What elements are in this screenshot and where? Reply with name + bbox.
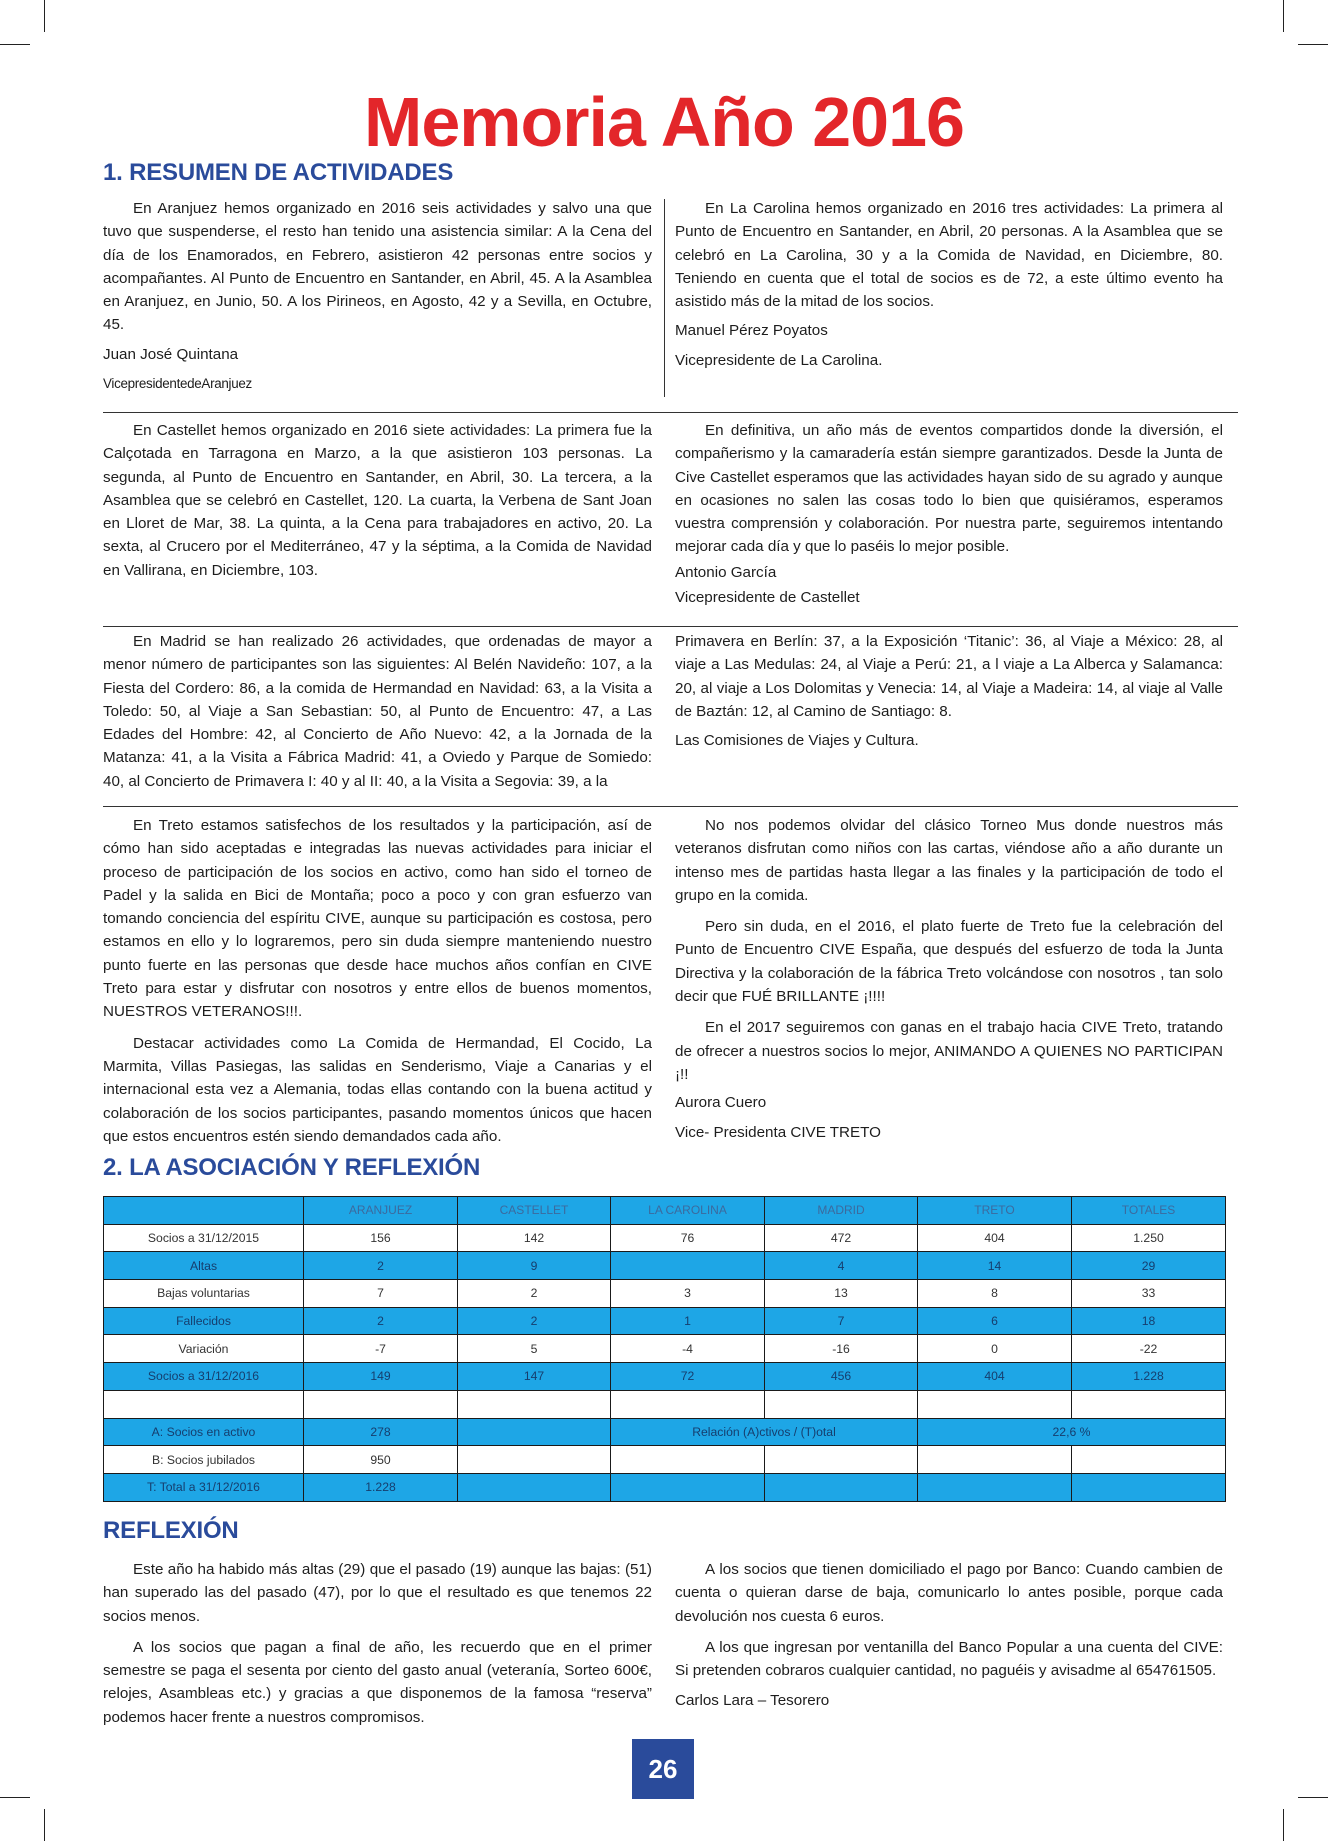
table-cell (304, 1390, 458, 1418)
crop-mark (1283, 1809, 1284, 1841)
castellet-signature-name: Antonio García (675, 563, 777, 581)
table-row-total (104, 1473, 1226, 1501)
table-cell: 13 (765, 1280, 918, 1308)
castellet-signature-role: Vicepresidente de Castellet (675, 589, 860, 607)
table-cell (918, 1446, 1072, 1474)
aranjuez-column (103, 197, 652, 395)
table-cell (765, 1446, 918, 1474)
table-cell (1072, 1446, 1226, 1474)
table-row (104, 1307, 1226, 1335)
castellet-text: En Castellet hemos organizado en 2016 siete actividades: La primera fue la Calçotada en Tarragona en Marzo, a la que asistieron 103 personas. La segunda, al Punto de Encuentro en Santander, en Abril, 30. La tercera, a la Asamblea que se celebró en Castellet, 120. La cuarta, la Verbena de Sant Joan en Lloret de Mar, 38. La quinta, a la Cena para trabajadores en activo, 20. La sexta, al Crucero por el Mediterráneo, 47 y la séptima, a la Comida de Navidad en Vallirana, en Diciembre, 103. (103, 422, 652, 579)
table-cell: 8 (918, 1280, 1072, 1308)
reflexion-column-right (675, 1558, 1223, 1713)
table-cell: 4 (765, 1252, 918, 1280)
treto-paragraph-2: Destacar actividades como La Comida de Hermandad, El Cocido, La Marmita, Villas Pasiegas, las salidas en Senderismo, Viaje a Canarias y el internacional esta vez a Alemania, todas ellas contando con la buena actitud y colaboración de los socios participantes, pasando momentos únicos que hacen que estos encuentros estén siendo demandados cada año. (103, 1034, 652, 1145)
table-header-cell: TRETO (918, 1197, 1072, 1225)
table-cell: 5 (458, 1335, 611, 1363)
aranjuez-signature-role: VicepresidentedeAranjuez (103, 376, 252, 392)
table-row (104, 1363, 1226, 1391)
table-row-label: Socios a 31/12/2015 (104, 1224, 304, 1252)
castellet-column (103, 419, 652, 582)
table-cell: 456 (765, 1363, 918, 1391)
table-row-label: A: Socios en activo (104, 1418, 304, 1446)
table-cell (918, 1473, 1072, 1501)
table-row-label: T: Total a 31/12/2016 (104, 1473, 304, 1501)
table-cell: -7 (304, 1335, 458, 1363)
table-row-label: Altas (104, 1252, 304, 1280)
treto-paragraph-5: En el 2017 seguiremos con ganas en el trabajo hacia CIVE Treto, tratando de ofrecer a nuestros socios lo mejor, ANIMANDO A QUIENES NO PARTICIPAN ¡!! (675, 1019, 1223, 1083)
table-cell: 1.228 (1072, 1363, 1226, 1391)
table-row-label: B: Socios jubilados (104, 1446, 304, 1474)
madrid-column-continued (675, 630, 1223, 752)
reflexion-paragraph-3: A los socios que tienen domiciliado el pago por Banco: Cuando cambien de cuenta o quieran darse de baja, comunicarlo lo antes posible, porque cada devolución nos cuesta 6 euros. (675, 1561, 1223, 1625)
carolina-signature-role: Vicepresidente de La Carolina. (675, 351, 883, 369)
table-cell: 404 (918, 1363, 1072, 1391)
table-cell (1072, 1473, 1226, 1501)
table-cell: 14 (918, 1252, 1072, 1280)
table-header-cell: ARANJUEZ (304, 1197, 458, 1225)
reflexion-paragraph-1: Este año ha habido más altas (29) que el pasado (19) aunque las bajas: (51) han superado las del pasado (47), por lo que el resultado es que tenemos 22 socios menos. (103, 1561, 652, 1625)
table-cell: 2 (458, 1307, 611, 1335)
table-row-label: Fallecidos (104, 1307, 304, 1335)
table-cell (611, 1252, 765, 1280)
table-header-cell: CASTELLET (458, 1197, 611, 1225)
table-cell: 1.250 (1072, 1224, 1226, 1252)
crop-mark (44, 0, 45, 32)
carolina-column (675, 197, 1223, 372)
table-cell: 156 (304, 1224, 458, 1252)
treto-signature-name: Aurora Cuero (675, 1094, 767, 1112)
column-divider (664, 199, 665, 397)
treto-column-right (675, 814, 1223, 1144)
table-cell: 76 (611, 1224, 765, 1252)
table-cell-relacion-value: 22,6 % (918, 1418, 1226, 1446)
table-cell: 142 (458, 1224, 611, 1252)
aranjuez-signature-name: Juan José Quintana (103, 345, 239, 363)
page-number: 26 (632, 1739, 694, 1799)
table-cell: 6 (918, 1307, 1072, 1335)
table-cell: 147 (458, 1363, 611, 1391)
reflexion-heading: REFLEXIÓN (103, 1517, 239, 1544)
table-header-cell: LA CAROLINA (611, 1197, 765, 1225)
table-cell (458, 1446, 611, 1474)
table-cell (611, 1473, 765, 1501)
table-row (104, 1252, 1226, 1280)
carolina-text: En La Carolina hemos organizado en 2016 tres actividades: La primera al Punto de Encuentro en Santander, en Abril, 20 personas. A la Asamblea que se celebró en La Carolina, 30 y a la Comida de Navidad, en Diciembre, 80. Teniendo en cuenta que el total de socios es de 72, a este último evento ha asistido más de la mitad de los socios. (675, 200, 1223, 311)
reflexion-paragraph-4: A los que ingresan por ventanilla del Banco Popular a una cuenta del CIVE: Si pretenden cobraros cualquier cantidad, no paguéis y avisadme al 654761505. (675, 1638, 1223, 1680)
table-cell (765, 1473, 918, 1501)
table-header-cell: MADRID (765, 1197, 918, 1225)
table-cell-relacion-label: Relación (A)ctivos / (T)otal (611, 1418, 918, 1446)
table-cell: -16 (765, 1335, 918, 1363)
table-cell (611, 1390, 765, 1418)
table-row-label: Bajas voluntarias (104, 1280, 304, 1308)
crop-mark (1298, 1797, 1328, 1798)
table-row-empty (104, 1390, 1226, 1418)
table-header-cell (104, 1197, 304, 1225)
table-cell (611, 1446, 765, 1474)
table-row (104, 1224, 1226, 1252)
table-cell (765, 1390, 918, 1418)
crop-mark (0, 1797, 30, 1798)
section-divider (103, 626, 1238, 627)
section-divider (103, 806, 1238, 807)
table-cell: 1.228 (304, 1473, 458, 1501)
table-cell: 18 (1072, 1307, 1226, 1335)
treto-column (103, 814, 652, 1148)
treto-paragraph-1: En Treto estamos satisfechos de los resultados y la participación, así de cómo han sido aceptadas e integradas las nuevas actividades para iniciar el proceso de participación de los socios en activo, como han sido el torneo de Padel y la salida en Bici de Montaña; poco a poco y con gran esfuerzo van tomando conciencia del espíritu CIVE, aunque su participación es costosa, pero estamos en ello y lo lograremos, pero sin duda siempre manteniendo nuestro punto fuerte en las personas que desde hace muchos años confían en CIVE Treto para estar y disfrutar con nosotros y entre ellos de buenos momentos, NUESTROS VETERANOS!!!. (103, 817, 652, 1021)
table-header-cell: TOTALES (1072, 1197, 1226, 1225)
table-cell (458, 1418, 611, 1446)
table-cell: 149 (304, 1363, 458, 1391)
treto-paragraph-4: Pero sin duda, en el 2016, el plato fuerte de Treto fue la celebración del Punto de Encuentro CIVE España, que después del esfuerzo de toda la Junta Directiva y la colaboración de la fábrica Treto volcándose con nosotros , tan solo decir que FUÉ BRILLANTE ¡!!!! (675, 918, 1223, 1006)
reflexion-paragraph-2: A los socios que pagan a final de año, les recuerdo que en el primer semestre se paga el sesenta por ciento del gasto anual (veteranía, Sorteo 600€, relojes, Asambleas etc.) y gracias a que disponemos de la famosa “reserva” podemos hacer frente a nuestros compromisos. (103, 1638, 652, 1726)
table-cell: 2 (304, 1252, 458, 1280)
madrid-text-a: En Madrid se han realizado 26 actividades, que ordenadas de mayor a menor número de participantes son las siguientes: Al Belén Navideño: 107, a la Fiesta del Cordero: 86, a la comida de Hermandad en Navidad: 63, a la Visita a Toledo: 50, al Viaje a San Sebastian: 50, al Punto de Encuentro: 47, a Las Edades del Hombre: 42, al Concierto de Año Nuevo: 42, a la Jornada de la Matanza: 41, a la Visita a Fábrica Madrid: 41, a Oviedo y Parque de Somiedo: 40, al Concierto de Primavera I: 40 y al II: 40, a la Visita a Segovia: 39, a la (103, 633, 652, 790)
section-divider (103, 412, 1238, 413)
table-row-label: Variación (104, 1335, 304, 1363)
table-row-activos (104, 1418, 1226, 1446)
table-cell: 9 (458, 1252, 611, 1280)
table-cell: 472 (765, 1224, 918, 1252)
treto-paragraph-3: No nos podemos olvidar del clásico Torneo Mus donde nuestros más veteranos disfrutan como niños con las cartas, viéndose año a año durante un intenso mes de partidas hasta llegar a las finales y la participación de todo el grupo en la comida. (675, 817, 1223, 904)
table-cell (1072, 1390, 1226, 1418)
table-cell: 1 (611, 1307, 765, 1335)
table-row (104, 1335, 1226, 1363)
table-cell: 404 (918, 1224, 1072, 1252)
table-cell: 2 (458, 1280, 611, 1308)
table-cell: 0 (918, 1335, 1072, 1363)
table-cell: 2 (304, 1307, 458, 1335)
table-cell: 950 (304, 1446, 458, 1474)
table-cell: 29 (1072, 1252, 1226, 1280)
table-cell: 278 (304, 1418, 458, 1446)
table-cell (104, 1390, 304, 1418)
carolina-signature-name: Manuel Pérez Poyatos (675, 322, 828, 340)
crop-mark (44, 1809, 45, 1841)
madrid-text-b: Primavera en Berlín: 37, a la Exposición ‘Titanic’: 36, al Viaje a México: 28, al viaje a Las Medulas: 24, al Viaje a Perú: 21, a l viaje a La Alberca y Salamanca: 20, al viaje a Los Dolomitas y Venecia: 14, al Viaje a Madeira: 14, al viaje al Valle de Baztán: 12, al Camino de Santiago: 8. (675, 633, 1223, 720)
crop-mark (1283, 0, 1284, 32)
table-cell (918, 1390, 1072, 1418)
table-cell: 7 (304, 1280, 458, 1308)
castellet-conclusion-column (675, 419, 1223, 609)
table-cell (458, 1473, 611, 1501)
page-title: Memoria Año 2016 (364, 83, 964, 161)
table-row-jubilados (104, 1446, 1226, 1474)
table-row-label: Socios a 31/12/2016 (104, 1363, 304, 1391)
table-cell: -22 (1072, 1335, 1226, 1363)
table-cell: 33 (1072, 1280, 1226, 1308)
table-cell: 7 (765, 1307, 918, 1335)
aranjuez-text: En Aranjuez hemos organizado en 2016 seis actividades y salvo una que tuvo que suspenderse, el resto han tenido una asistencia similar: A la Cena del día de los Enamorados, en Febrero, asistieron 42 personas entre socios y acompañantes. Al Punto de Encuentro en Santander, en Abril, 45. A la Asamblea en Aranjuez, en Junio, 50. A los Pirineos, en Agosto, 42 y a Sevilla, en Octubre, 45. (103, 200, 652, 334)
table-cell: 3 (611, 1280, 765, 1308)
madrid-signature: Las Comisiones de Viajes y Cultura. (675, 732, 919, 750)
table-row (104, 1280, 1226, 1308)
castellet-conclusion: En definitiva, un año más de eventos compartidos donde la diversión, el compañerismo y la camaradería están siempre garantizados. Desde la Junta de Cive Castellet esperamos que las actividades hayan sido de su agrado y aunque en ocasiones no salen las cosas todo lo bien que quisiéramos, esperamos vuestra comprensión y colaboración. Por nuestra parte, seguiremos intentando mejorar cada día y que lo paséis lo mejor posible. (675, 422, 1223, 556)
reflexion-column-left (103, 1558, 652, 1729)
crop-mark (0, 44, 30, 45)
table-header-row (104, 1197, 1226, 1225)
crop-mark (1298, 44, 1328, 45)
section-heading-asociacion: 2. LA ASOCIACIÓN Y REFLEXIÓN (103, 1154, 481, 1181)
reflexion-signature: Carlos Lara – Tesorero (675, 1692, 830, 1710)
table-cell: 72 (611, 1363, 765, 1391)
madrid-column (103, 630, 652, 793)
treto-signature-role: Vice- Presidenta CIVE TRETO (675, 1123, 881, 1141)
table-cell (458, 1390, 611, 1418)
section-heading-actividades: 1. RESUMEN DE ACTIVIDADES (103, 159, 454, 186)
membership-table (103, 1196, 1226, 1502)
table-cell: -4 (611, 1335, 765, 1363)
